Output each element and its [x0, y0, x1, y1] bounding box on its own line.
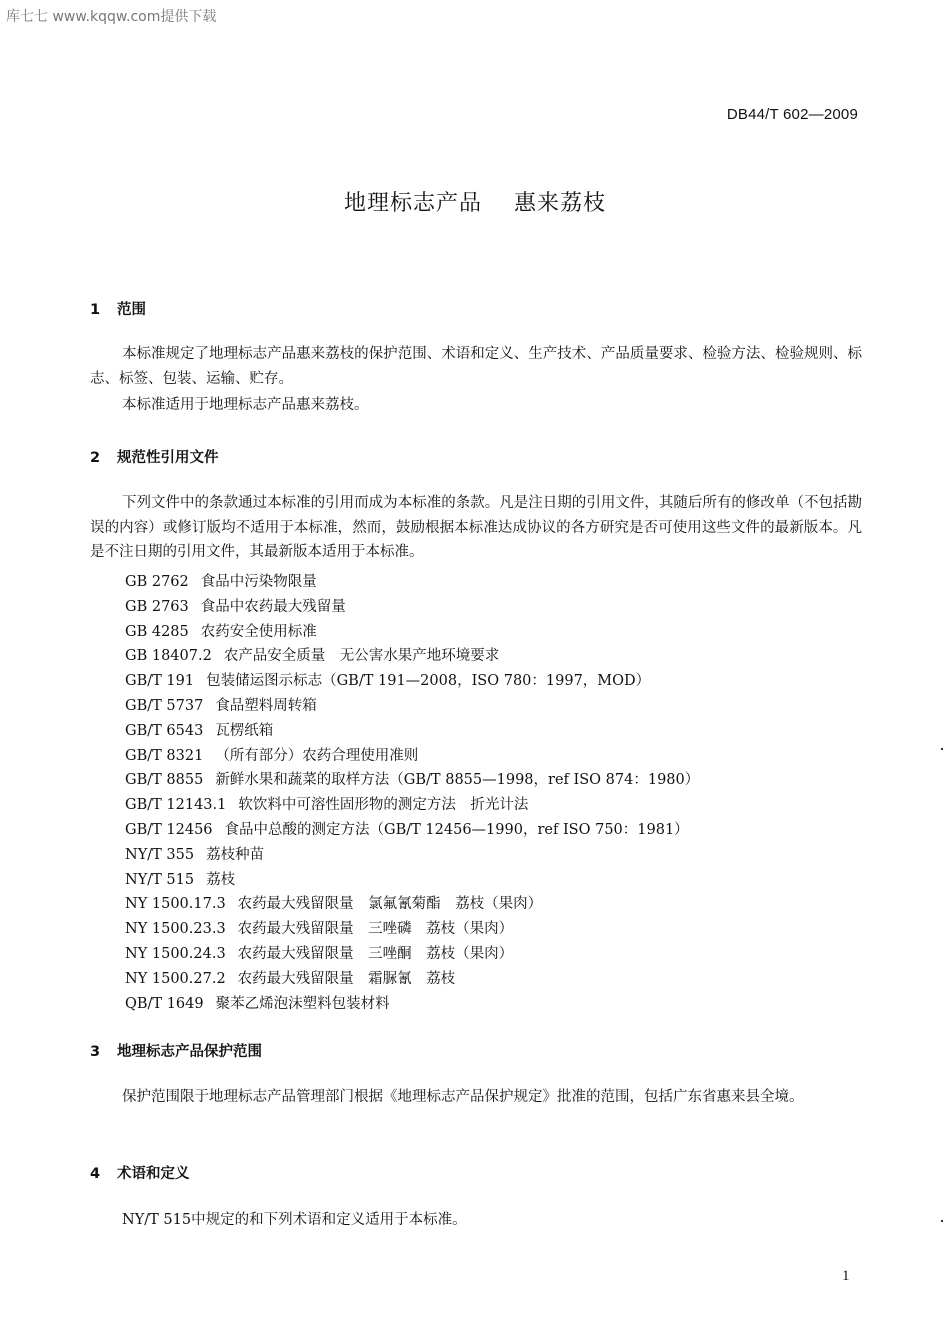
reference-title: 荔枝种苗 — [206, 846, 265, 863]
reference-code: NY/T 355 — [125, 846, 195, 863]
page-title: 地理标志产品 惠来荔枝 — [344, 191, 606, 216]
reference-item — [125, 868, 699, 893]
reference-list — [125, 570, 699, 1016]
reference-item — [125, 620, 699, 645]
reference-code: NY 1500.23.3 — [125, 921, 226, 938]
reference-item — [125, 992, 699, 1017]
reference-code: QB/T 1649 — [125, 995, 204, 1012]
reference-item — [125, 892, 699, 917]
reference-item — [125, 719, 699, 744]
reference-title: 农药安全使用标准 — [200, 623, 317, 640]
reference-title: （所有部分）农药合理使用准则 — [215, 747, 419, 764]
reference-code: NY 1500.27.2 — [125, 970, 226, 987]
reference-item — [125, 570, 699, 595]
reference-title: 瓦楞纸箱 — [215, 722, 274, 739]
reference-title: 农药最大残留限量 氯氟氰菊酯 荔枝（果肉） — [237, 896, 543, 913]
reference-code: NY/T 515 — [125, 871, 195, 888]
section-4-heading — [90, 1162, 190, 1183]
reference-title: 农药最大残留限量 霜脲氰 荔枝 — [237, 970, 456, 987]
section-4-paragraph: NY/T 515中规定的和下列术语和定义适用于本标准。 — [122, 1212, 467, 1228]
reference-code: GB/T 8321 — [125, 747, 204, 764]
section-1-paragraph-2: 本标准适用于地理标志产品惠来荔枝。 — [122, 397, 369, 413]
reference-item — [125, 644, 699, 669]
reference-title: 食品塑料周转箱 — [215, 697, 317, 714]
reference-item — [125, 694, 699, 719]
reference-item — [125, 595, 699, 620]
section-3-heading — [90, 1040, 262, 1061]
reference-title: 食品中污染物限量 — [200, 574, 317, 590]
section-title: 范围 — [117, 302, 146, 318]
section-1-paragraph-1: 本标准规定了地理标志产品惠来荔枝的保护范围、术语和定义、生产技术、产品质量要求、检验方法、检验规则、标志、标签、包装、运输、贮存。 — [90, 346, 862, 387]
section-title: 规范性引用文件 — [117, 450, 219, 466]
reference-item — [125, 744, 699, 769]
section-title: 地理标志产品保护范围 — [117, 1044, 262, 1060]
reference-item — [125, 793, 699, 818]
reference-code: GB 4285 — [125, 623, 189, 640]
reference-title: 农产品安全质量 无公害水果产地环境要求 — [223, 648, 500, 665]
section-number: 1 — [90, 302, 101, 318]
reference-item — [125, 669, 699, 694]
reference-item — [125, 843, 699, 868]
watermark-text: 库七七 www.kqqw.com提供下载 — [6, 9, 217, 25]
section-number: 2 — [90, 450, 101, 466]
reference-title: 农药最大残留限量 三唑磷 荔枝（果肉） — [237, 921, 514, 938]
reference-code: GB 18407.2 — [125, 648, 212, 665]
reference-code: NY 1500.17.3 — [125, 896, 226, 913]
reference-title: 包装储运图示标志（GB/T 191—2008，ISO 780：1997，MOD） — [206, 673, 651, 690]
reference-title: 食品中总酸的测定方法（GB/T 12456—1990，ref ISO 750：1981） — [224, 821, 689, 838]
section-3-paragraph: 保护范围限于地理标志产品管理部门根据《地理标志产品保护规定》批准的范围，包括广东省惠来县全境。 — [122, 1089, 804, 1105]
section-2-paragraph: 下列文件中的条款通过本标准的引用而成为本标准的条款。凡是注日期的引用文件，其随后所有的修改单（不包括勘误的内容）或修订版均不适用于本标准，然而，鼓励根据本标准达成协议的各方研究是否可使用这些文件的最新版本。凡是不注日期的引用文件，其最新版本适用于本标准。 — [90, 495, 862, 560]
reference-code: GB 2762 — [125, 574, 189, 590]
section-number: 3 — [90, 1044, 101, 1060]
section-title: 术语和定义 — [117, 1166, 190, 1182]
document-code: DB44/T 602—2009 — [726, 106, 858, 123]
reference-code: GB/T 6543 — [125, 722, 204, 739]
reference-title: 软饮料中可溶性固形物的测定方法 折光计法 — [238, 797, 529, 814]
reference-code: GB/T 191 — [125, 673, 195, 690]
reference-item — [125, 818, 699, 843]
reference-code: GB 2763 — [125, 598, 189, 615]
page-number: 1 — [842, 1268, 850, 1284]
reference-title: 食品中农药最大残留量 — [200, 598, 346, 615]
section-number: 4 — [90, 1166, 101, 1182]
section-1-heading — [90, 298, 146, 319]
reference-item — [125, 967, 699, 992]
reference-code: GB/T 5737 — [125, 697, 204, 714]
reference-item — [125, 917, 699, 942]
reference-code: GB/T 12143.1 — [125, 797, 227, 814]
reference-title: 新鲜水果和蔬菜的取样方法（GB/T 8855—1998，ref ISO 874：1980） — [215, 772, 700, 789]
reference-code: NY 1500.24.3 — [125, 945, 226, 962]
reference-item — [125, 942, 699, 967]
reference-title: 荔枝 — [206, 871, 236, 888]
section-2-heading — [90, 446, 219, 467]
reference-item — [125, 768, 699, 793]
reference-title: 聚苯乙烯泡沫塑料包装材料 — [215, 995, 390, 1012]
reference-code: GB/T 12456 — [125, 821, 213, 838]
reference-code: GB/T 8855 — [125, 772, 204, 789]
scan-speck — [941, 1220, 943, 1222]
reference-title: 农药最大残留限量 三唑酮 荔枝（果肉） — [237, 945, 514, 962]
scan-speck — [941, 748, 943, 750]
